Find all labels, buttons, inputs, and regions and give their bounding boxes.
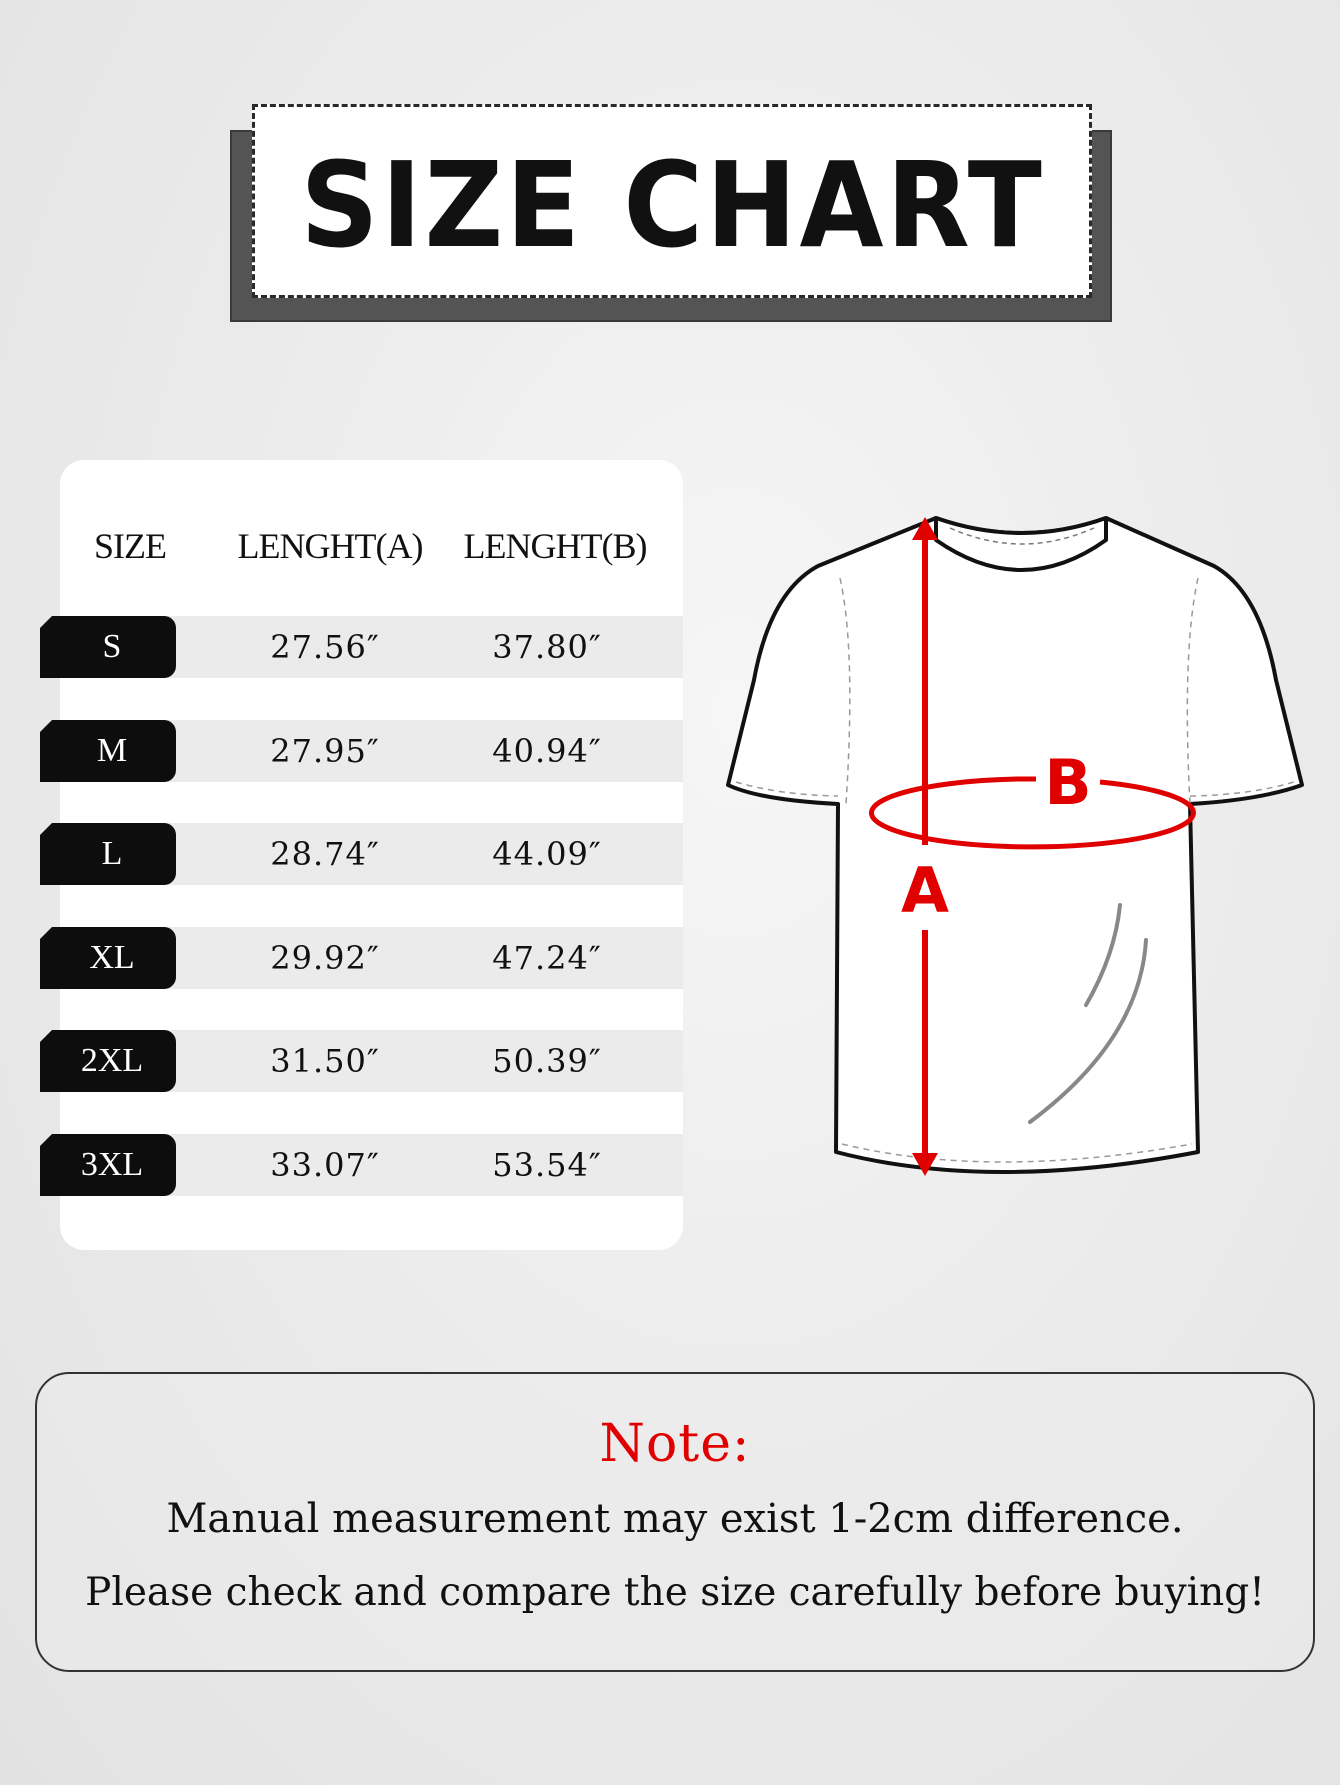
length-a-value: 28.74″ <box>270 835 380 873</box>
note-box <box>35 1372 1315 1672</box>
tshirt-diagram <box>720 505 1310 1195</box>
length-a-value: 27.95″ <box>270 732 380 770</box>
size-label: S <box>102 628 122 665</box>
length-b-value: 53.54″ <box>492 1146 602 1184</box>
size-label: XL <box>89 939 135 976</box>
header-size: SIZE <box>94 526 166 566</box>
label-a: A <box>901 854 949 927</box>
note-line-2: Please check and compare the size carefully before buying! <box>85 1570 1265 1615</box>
size-tab <box>40 927 176 989</box>
note-title: Note: <box>599 1414 751 1474</box>
size-label: M <box>96 732 128 769</box>
length-b-value: 44.09″ <box>492 835 602 873</box>
title-banner <box>252 104 1092 298</box>
header-length-b: LENGHT(B) <box>463 526 647 566</box>
size-tab <box>40 823 176 885</box>
size-label: L <box>101 835 123 872</box>
label-b: B <box>1044 746 1092 819</box>
length-a-value: 31.50″ <box>270 1042 380 1080</box>
size-label: 2XL <box>80 1042 144 1079</box>
note-line-1: Manual measurement may exist 1-2cm difference. <box>166 1496 1184 1542</box>
size-tab <box>40 720 176 782</box>
length-b-value: 47.24″ <box>492 939 602 977</box>
page-title: SIZE CHART <box>299 136 1045 274</box>
length-a-value: 27.56″ <box>270 628 380 666</box>
length-a-value: 33.07″ <box>270 1146 380 1184</box>
length-b-value: 40.94″ <box>492 732 602 770</box>
size-tab <box>40 616 176 678</box>
length-b-value: 37.80″ <box>492 628 602 666</box>
size-label: 3XL <box>80 1146 144 1183</box>
size-tab <box>40 1134 176 1196</box>
length-a-value: 29.92″ <box>270 939 380 977</box>
header-length-a: LENGHT(A) <box>237 526 423 566</box>
length-b-value: 50.39″ <box>492 1042 602 1080</box>
size-tab <box>40 1030 176 1092</box>
